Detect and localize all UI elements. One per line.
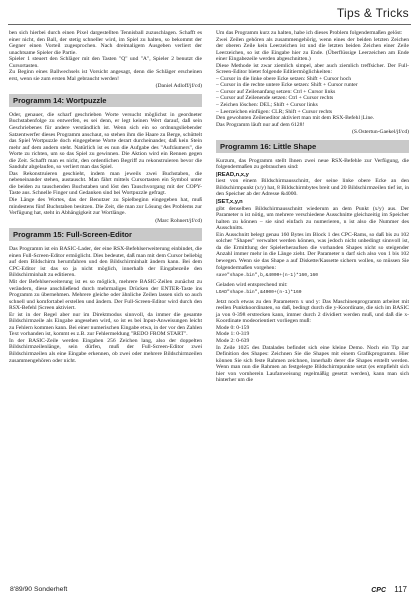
intro-paragraph: Spieler 1 steuert den Schläger mit den Tasten "Q" und "A", Spieler 2 benutzt die Cursortasten. [9, 56, 202, 69]
rsx-command: |READ,n,x,y [216, 171, 249, 178]
mode-list-item: Mode 1: 0-319 [216, 331, 250, 338]
body-paragraph: Zwei Zeilen gehören als zusammengehörig, wenn eines der beiden letzten Zeichen der oberen Zeile kein Leerzeichen ist und die letzten beiden Zeichen einer Zeile Leerzeichen, so ist die Eingabe hier zu Ende. (Überflüssige Leerzeichen am Ende einer Eingabezeile werden abgeschnitten.) [216, 36, 409, 63]
body-paragraph: In der BASIC-Zeile werden Eingaben 256 Zeichen lang, also der doppelten Bildschirmzeilenlänge, sein dürfen, muß der Full-Screen-Editor zwei Bildschirmzeilen als eine Eingabe erkennen, ob zwei oder mehrere Bildschirmzeilen zusammengehören oder nicht. [9, 337, 202, 364]
body-paragraph: Ein Ausschnitt belegt genau 160 Bytes im Block 1 des CPC-Rams, so daß bis zu 102 solcher "Shapes" verwaltet werden können, was jedoch nicht unbedingt sinnvoll ist, da die Ermittlung der Spielerheraufsen die vorhanden Shapes nicht so steigender Anzahl immer mehr in die Länge zieht. Der Parameter n darf sich also von 1 bis 102 bewegen. Wenn sie das Shape a auf Diskette/Kassette sichern wollen, so müssen Sie folgendermaßen vorgehen: [216, 231, 409, 271]
body-paragraph: Den gewohnten Zeileneditor aktiviert man mit dem RSX-Befehl |Line. [216, 115, 375, 122]
right-column [216, 30, 409, 384]
body-paragraph: Oder, genauer, die scharf geschrieben Worte versucht möglichst in geordneter Buchstabenfolge zu entwerfen, es sei denn, er legt keinen Wert darauf, daß sein Geschriebenes für andere verständlich ist. Wenn sich ein so ordnungsliebender Satzentwerfer dieses Programm anschaut, so stehen ihm die Haare zu Berge, schüttelt das Spiel Wortpuzzle doch eingegebene Worte derart durcheinander, daß kein Stein mehr auf dem andern steht. Natürlich ist es nun die Aufgabe des "Aufräumers", die Worte zu richten, um so das Spiel zu gewinnen. Die Aktion wird ein Rennen gegen die Zeit. Schafft man es nicht, den ordentlichen Begriff zu rekonstruieren bevor die Sanduhr abgelaufen, so verliert man das Spiel. [9, 111, 202, 171]
body-paragraph: In Zeile 1025 des Datalades befindet sich eine kleine Demo. Noch ein Tip zur Definition des Shapes: Zeichnen Sie die Shapes mit einem Grafikprogramm. Hier können Sie sich feste Rahmen zeichnen, innerhalb derer die Shapes erstellt werden. Wenn man nun die Rahmen an festgelegte Bildschirmpunkte setzt (es empfiehlt sich hier von vornherein Laufanweisung regelmäßig gesetzt werden), kann man sich hinterher um die [216, 344, 409, 384]
code-line: LOAD"shape.bin",&4000+(n-1)*160 [216, 290, 302, 296]
section-heading-program-16: Programm 16: Little Shape [216, 140, 409, 153]
body-paragraph: gibt denselben Bildschirmausschnitt wiederum an dem Punkt (x/y) aus. Der Parameter n ist nötig, um mehrere verschiedene Ausschnitte gleichzeitig im Speicher halten zu können – sie sind einfach zu numerieren, n ist also die Nummer des Ausschnitts. [216, 205, 409, 232]
key-list-item: – Zeichen löschen: DEL; Shift + Cursor links [216, 102, 318, 109]
mode-list-item: Mode 0: 0-159 [216, 324, 250, 331]
body-paragraph: Geladen wird entsprechend mit: [216, 281, 288, 288]
mode-list-item: Mode 2: 0-639 [216, 337, 250, 344]
header-divider [8, 24, 411, 25]
key-list-item: – Leerzeichen einfügen: CLR; Shift + Cursor rechts [216, 108, 333, 115]
author-signature: (Daniel Adloff/jf/cd) [155, 83, 202, 90]
body-paragraph: Um das Programm kurz zu halten, habe ich dieses Problem folgendermaßen gelöst: [216, 30, 403, 36]
body-paragraph: Kurzum, das Programm stellt Ihnen zwei neue RSX-Befehle zur Verfügung, die folgendermaßen zu gebrauchen sind: [216, 157, 409, 171]
key-list-item: – Cursor auf Zeilenende setzen: Ctrl + Cursor rechts [216, 95, 334, 102]
intro-paragraph: ben sich hierbei durch einen Pixel dargestellten Tennisball zuzuschlagen. Schafft es einer nicht, den Ball, der stetig schneller wird, im Spiel zu halten, so bekommt der Gegner einen Vorteil zugesprochen. Nach dreimaligem Ausgeben verliert der unachtsame Spieler die Partie. [9, 30, 202, 56]
magazine-brand: CPC [371, 587, 386, 594]
body-paragraph: Das Programm läuft nur auf dem 6128! [216, 121, 305, 128]
body-paragraph: Mit der Befehlserweiterung ist es so möglich, mehrere BASIC-Zeilen zunächst zu verändern, diese anschließend durch mehrmaliges Drücken der ENTER-Taste ins Programm zu übernehmen. Mehrere gleiche oder ähnliche Zeilen lassen sich so auch schnell und komfortabel erstellen und ändern. Der Full-Screen-Editor wird durch den RSX-Befehl |Screen aktiviert. [9, 278, 202, 312]
body-paragraph: Er ist in der Regel aber nur im Direktmodus sinnvoll, da immer die gesamte Bildschirmzeile als Eingabe angesehen wird, so ist es bei Input-Anweisungen leicht zu Fehlern kommen kann. Bei einer numerischen Eingabe etwa, in der vor den Zahlen Text vorhanden ist, kommt es z.B. zur Fehlermeldung "REDO FROM START". [9, 311, 202, 338]
section-heading-program-14: Programm 14: Wortpuzzle [9, 94, 202, 107]
author-signature: (S.Ostertun-Gaekel/jf/cd) [351, 129, 409, 136]
key-list-item: – Cursor in die linke obere Ecke setzen: Shift + Cursor hoch [216, 75, 352, 82]
section-header: Tips & Tricks [336, 6, 409, 20]
body-paragraph: Das Programm ist ein BASIC-Lader, der eine RSX-Befehlserweiterung einbindet, die einen Full-Screen-Editor ermöglicht. Dies bedeutet, daß man mit dem Cursor beliebig auf dem Bildschirm herumfahren und den Bildschirminhalt ändern kann. Bei dem CPC-Editor ist das so ja nicht möglich, innerhalb der Eingabezeile den Bildschirminhalt zu editieren. [9, 246, 202, 279]
key-list-item: – Cursor in die rechte untere Ecke setzen: Shift + Cursor runter [216, 82, 358, 89]
rsx-command: |SET,x,y,n [216, 199, 243, 206]
author-signature: (Marc Rohnert/jf/cd) [155, 217, 202, 224]
left-column [9, 30, 202, 364]
body-paragraph: Diese Methode ist zwar ziemlich simpel, aber auch ziemlich treffsicher. Der Full-Screen-Editor bietet folgende Editiermöglichkeiten: [216, 62, 409, 76]
section-heading-program-15: Programm 15: Full-Screen-Editor [9, 228, 202, 241]
page-number: 117 [394, 585, 407, 594]
key-list-item: – Cursor auf Zeilenanfang setzen: Ctrl + Cursor links [216, 88, 336, 95]
body-paragraph: Das Rekonstruieren geschieht, indem man jeweils zwei Buchstaben, die nebeneinander stehen, austauscht. Man fährt mittels Cursortasten ein Symbol unter die beiden zu tauschenden Buchstaben und löst den Tauschvorgang mit der COPY-Taste aus. Schnelle Finger und Gedanken sind bei Wortpuzzle gefragt. [9, 170, 202, 197]
footer-issue: 8'89/90 Sonderheft [10, 586, 68, 593]
body-paragraph: liest von einem Bildschirmausschnitt, der seine linke obere Ecke an den Bildschirmpunkt (x/y) hat, 8 Bildschirmbytes breit und 20 Bildschirmzeilen tief ist, in den Speicher ab der Adresse &4000. [216, 178, 409, 198]
code-line: save"shape.bin",b,&4000+(n-1)*160,160 [216, 273, 318, 279]
intro-paragraph: Zu Beginn eines Ballwechsels ist Vorsicht angesagt, denn die Schläger erscheinen erst, wenn sie zum ersten Mal gebraucht werden! [9, 69, 202, 82]
body-paragraph: Jetzt noch etwas zu den Parametern x und y: Das Maschinenprogramm arbeitet mit reellen Punktkoordinaten, so daß, bedingt durch die y-Koordinate, die sich im BASIC ja von 0-398 erstrecken kann, immer durch 2 dividiert werden muß, und daß die x-Koordinate modeorientiert vorliegen muß: [216, 298, 409, 325]
body-paragraph: Die Länge des Wortes, das der Benutzer zu Spielbeginn eingegeben hat, muß mindestens fünf Buchstaben besitzen. Die Zeit, die man zur Lösung des Problems zur Verfügung hat, steht in Abhängigkeit zur Wortlänge. [9, 197, 202, 217]
footer-page [371, 585, 407, 594]
